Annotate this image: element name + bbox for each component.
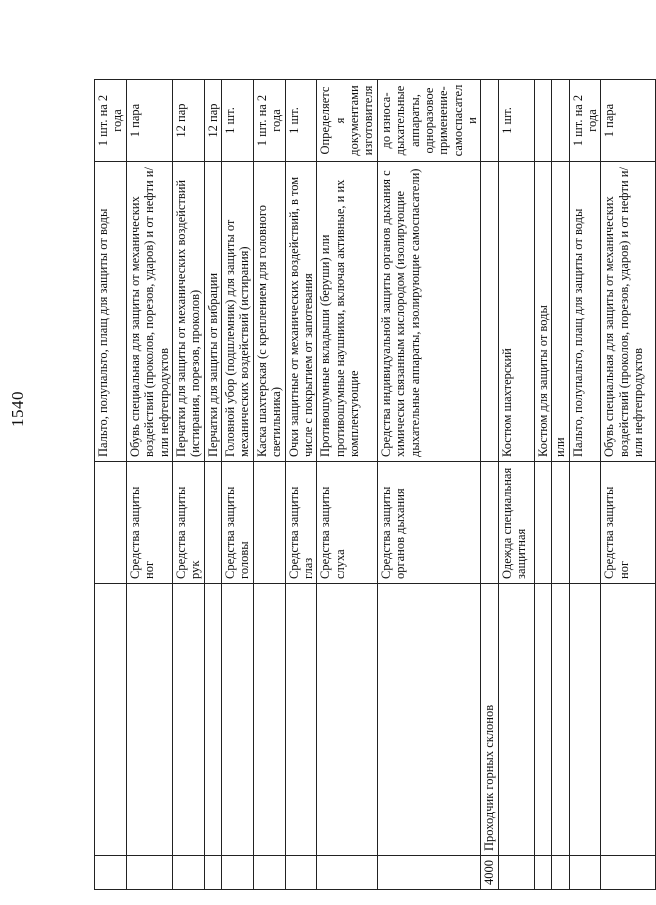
cell-code: [498, 856, 534, 890]
table-row: [172, 80, 204, 890]
cell-profession: [204, 584, 221, 856]
table-row: [601, 80, 656, 890]
cell-quantity: 1 шт.: [222, 80, 254, 162]
cell-category: Средства защиты глаз: [285, 462, 317, 584]
cell-code: [172, 856, 204, 890]
table-row: [317, 80, 378, 890]
ppe-table-body: [95, 80, 656, 890]
cell-category: [552, 462, 569, 584]
cell-category: Средства защиты головы: [222, 462, 254, 584]
cell-category: Средства защиты органов дыхания: [377, 462, 481, 584]
cell-code: [534, 856, 551, 890]
cell-category: [95, 462, 127, 584]
cell-code: [253, 856, 285, 890]
table-row: [498, 80, 534, 890]
cell-category: Средства защиты ног: [601, 462, 656, 584]
cell-item: Пальто, полупальто, плащ для защиты от воды: [569, 162, 601, 462]
cell-profession: [534, 584, 551, 856]
table-row: [285, 80, 317, 890]
cell-quantity: 12 пар: [204, 80, 221, 162]
cell-item: Перчатки для защиты от механических воздействий (истирания, порезов, проколов): [172, 162, 204, 462]
cell-profession: [222, 584, 254, 856]
cell-quantity: 12 пар: [172, 80, 204, 162]
cell-item: Пальто, полупальто, плащ для защиты от воды: [95, 162, 127, 462]
cell-profession: [285, 584, 317, 856]
cell-code: 4000: [481, 856, 498, 890]
table-row: [253, 80, 285, 890]
cell-item: Противошумные вкладыши (беруши) или противошумные наушники, включая активные, и их комплектующие: [317, 162, 378, 462]
ppe-table: [94, 79, 656, 890]
cell-code: [601, 856, 656, 890]
cell-quantity: [552, 80, 569, 162]
page-number: 1540: [8, 391, 27, 427]
cell-profession: [253, 584, 285, 856]
cell-code: [222, 856, 254, 890]
cell-profession: [172, 584, 204, 856]
cell-item: Обувь специальная для защиты от механических воздействий (проколов, порезов, ударов) и от нефти и/или нефтепродуктов: [601, 162, 656, 462]
cell-profession: [498, 584, 534, 856]
cell-item: Перчатки для защиты от вибрации: [204, 162, 221, 462]
table-row: [222, 80, 254, 890]
cell-profession: [95, 584, 127, 856]
cell-quantity: 1 шт.: [498, 80, 534, 162]
cell-item: Костюм для защиты от воды: [534, 162, 551, 462]
cell-quantity: 1 шт. на 2 года: [569, 80, 601, 162]
cell-code: [569, 856, 601, 890]
cell-quantity: 1 шт. на 2 года: [253, 80, 285, 162]
cell-item: Средства индивидуальной защиты органов дыхания с химически связанным кислородом (изолирующие дыхательные аппараты, изолирующие самоспасатели): [377, 162, 481, 462]
cell-quantity: 1 пара: [601, 80, 656, 162]
cell-profession: [569, 584, 601, 856]
cell-code: [285, 856, 317, 890]
cell-quantity: [534, 80, 551, 162]
table-row: [204, 80, 221, 890]
cell-quantity: [481, 80, 498, 162]
cell-item: Каска шахтерская (с креплением для головного светильника): [253, 162, 285, 462]
cell-item: или: [552, 162, 569, 462]
cell-profession: [601, 584, 656, 856]
cell-quantity: 1 шт.: [285, 80, 317, 162]
cell-item: [481, 162, 498, 462]
cell-code: [317, 856, 378, 890]
cell-category: [204, 462, 221, 584]
cell-item: Обувь специальная для защиты от механических воздействий (проколов, порезов, ударов) и от нефти и/или нефтепродуктов: [126, 162, 172, 462]
cell-item: Костюм шахтерский: [498, 162, 534, 462]
cell-category: [481, 462, 498, 584]
cell-category: Средства защиты слуха: [317, 462, 378, 584]
cell-code: [126, 856, 172, 890]
cell-profession: Проходчик горных склонов: [481, 584, 498, 856]
cell-category: Средства защиты рук: [172, 462, 204, 584]
cell-category: Средства защиты ног: [126, 462, 172, 584]
cell-profession: [126, 584, 172, 856]
cell-quantity: 1 пара: [126, 80, 172, 162]
table-row: [552, 80, 569, 890]
rotated-content: [94, 80, 645, 890]
cell-category: [534, 462, 551, 584]
cell-code: [95, 856, 127, 890]
table-row: [481, 80, 498, 890]
cell-code: [552, 856, 569, 890]
cell-code: [204, 856, 221, 890]
table-row: [95, 80, 127, 890]
cell-profession: [552, 584, 569, 856]
cell-category: Одежда специальная защитная: [498, 462, 534, 584]
table-row: [534, 80, 551, 890]
cell-profession: [317, 584, 378, 856]
cell-code: [377, 856, 481, 890]
cell-quantity: до износа-дыхательные аппараты, одноразовое применение-самоспасатели: [377, 80, 481, 162]
table-row: [126, 80, 172, 890]
cell-profession: [377, 584, 481, 856]
cell-item: Головной убор (подшлемник) для защиты от механических воздействий (истирания): [222, 162, 254, 462]
cell-quantity: Определяется документами изготовителя: [317, 80, 378, 162]
table-row: [377, 80, 481, 890]
cell-category: [253, 462, 285, 584]
cell-item: Очки защитные от механических воздействий, в том числе с покрытием от запотевания: [285, 162, 317, 462]
cell-category: [569, 462, 601, 584]
cell-quantity: 1 шт. на 2 года: [95, 80, 127, 162]
table-row: [569, 80, 601, 890]
